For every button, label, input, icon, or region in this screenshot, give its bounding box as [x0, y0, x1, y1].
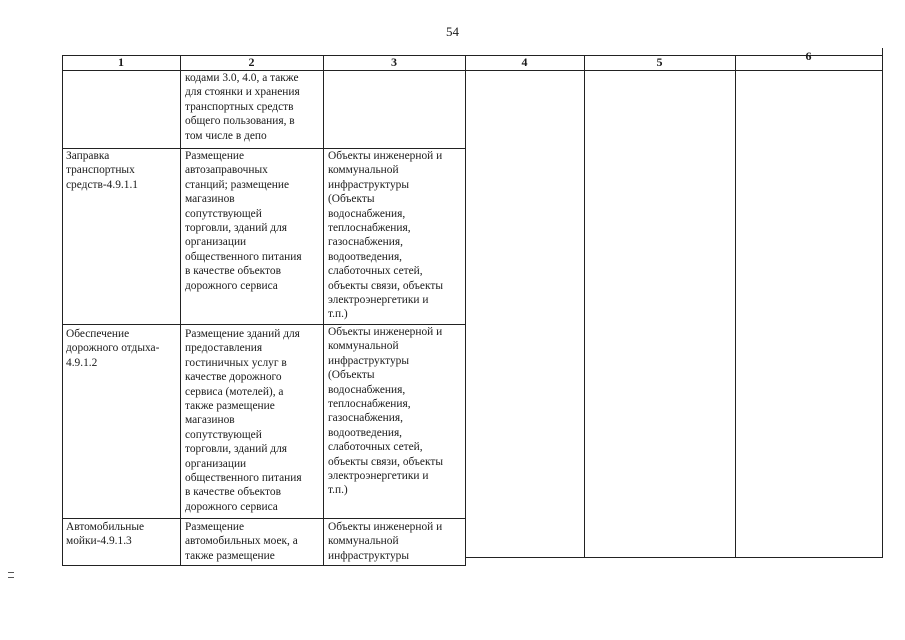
- row-divider: [62, 518, 465, 519]
- column-border: [62, 55, 63, 566]
- header-cell: 1: [118, 55, 124, 69]
- header-cell: 2: [248, 55, 255, 69]
- page-number: 54: [446, 24, 459, 39]
- table-cell: Размещение автомобильных моек, а также размещение: [185, 521, 298, 562]
- table-cell: Объекты инженерной и коммунальной инфраструктуры (Объекты водоснабжения, теплоснабжения, газоснабжения, водоотведения, слаботочных сетей, объекты связи, объекты электроэнергетики и т.п.): [328, 326, 443, 497]
- header-cell: 3: [391, 55, 397, 69]
- column-border: [323, 55, 324, 566]
- column-border: [180, 55, 181, 566]
- column-border: [584, 55, 585, 558]
- margin-mark: [8, 572, 14, 573]
- table-cell: Объекты инженерной и коммунальной инфраструктуры: [328, 521, 443, 562]
- table-bottom-border: [465, 557, 882, 558]
- margin-mark: [8, 577, 14, 578]
- table-cell: Обеспечение дорожного отдыха- 4.9.1.2: [66, 328, 160, 369]
- header-cell: 4: [521, 55, 528, 69]
- header-cell: 6: [805, 49, 812, 63]
- table-cell: Заправка транспортных средств-4.9.1.1: [66, 150, 138, 191]
- table-bottom-border: [62, 565, 465, 566]
- column-border: [735, 55, 736, 558]
- header-cell: 5: [656, 55, 663, 69]
- table-cell: Объекты инженерной и коммунальной инфраструктуры (Объекты водоснабжения, теплоснабжения, газоснабжения, водоотведения, слаботочных сетей, объекты связи, объекты электроэнергетики и т.п.): [328, 150, 443, 321]
- table-cell: кодами 3.0, 4.0, а также для стоянки и хранения транспортных средств общего пользования, в том числе в депо: [185, 72, 300, 142]
- column-border: [882, 48, 883, 558]
- table-cell: Размещение автозаправочных станций; размещение магазинов сопутствующей торговли, зданий для организации общественного питания в качестве объектов дорожного сервиса: [185, 150, 302, 292]
- table-cell: Размещение зданий для предоставления гостиничных услуг в качестве дорожного сервиса (мотелей), а также размещение магазинов сопутствующей торговли, зданий для организации общественного питания в качестве объектов дорожного сервиса: [185, 328, 302, 513]
- column-border: [465, 55, 466, 566]
- table-cell: Автомобильные мойки-4.9.1.3: [66, 521, 145, 548]
